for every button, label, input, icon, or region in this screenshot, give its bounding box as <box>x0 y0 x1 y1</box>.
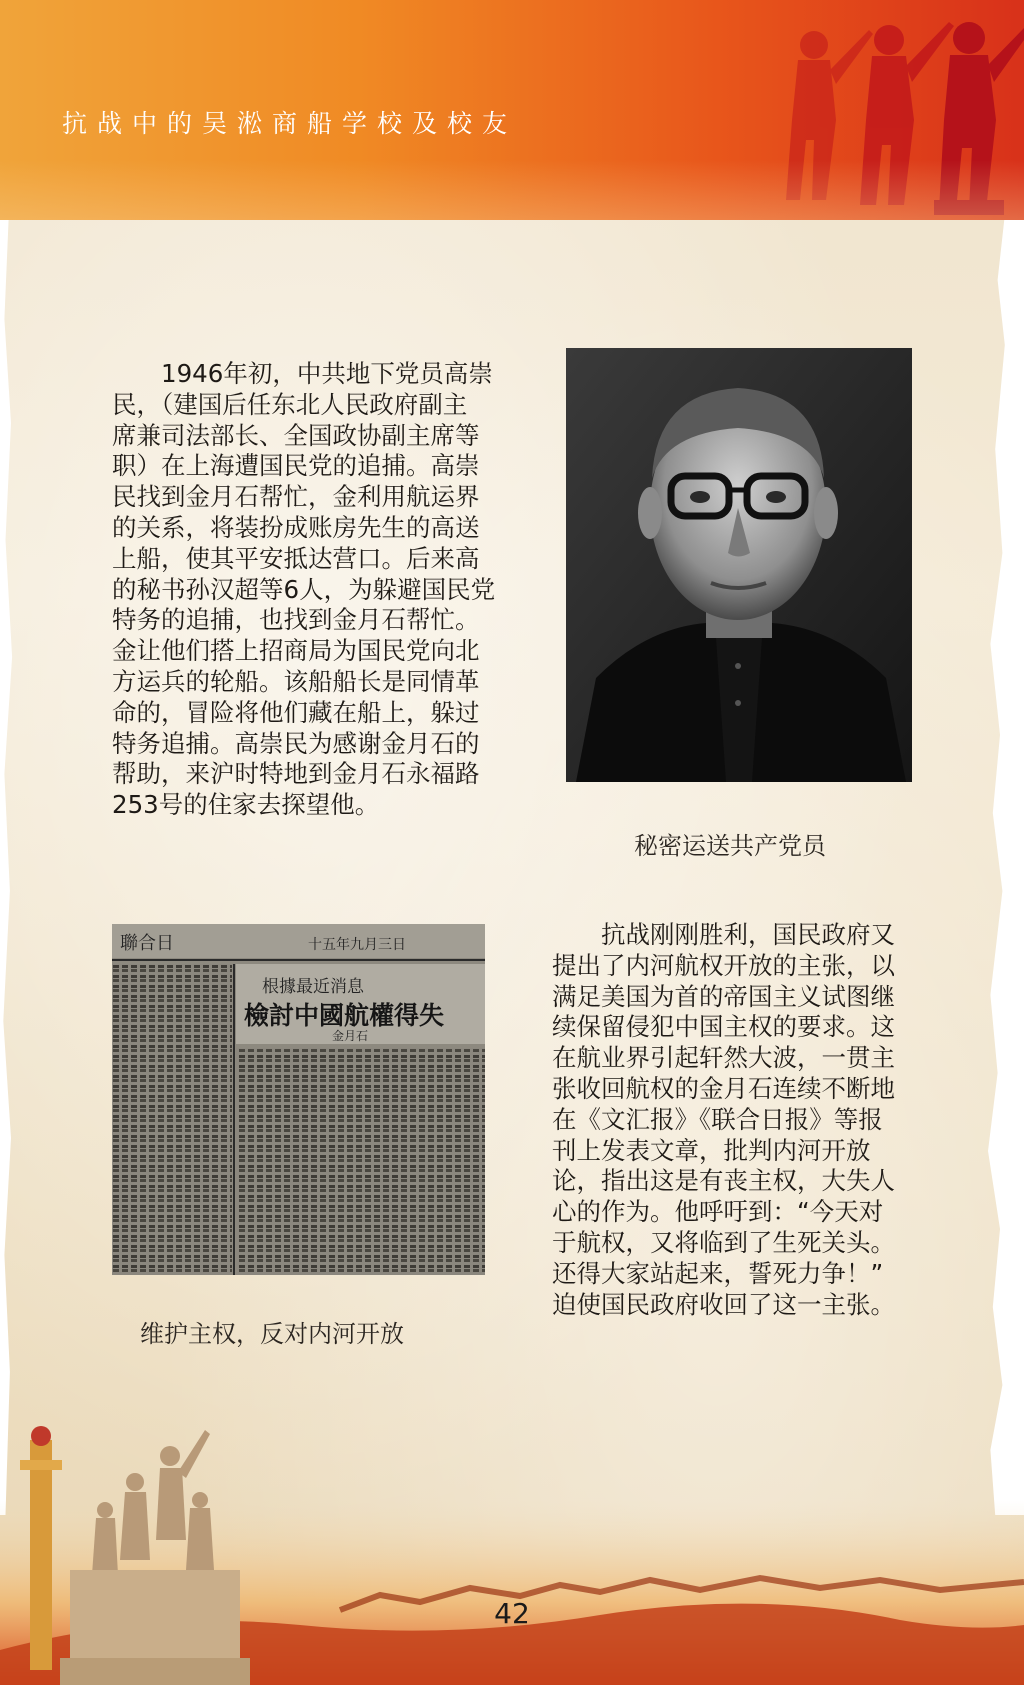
newspaper-kicker: 根據最近消息 <box>262 977 364 997</box>
page-number: 42 <box>494 1597 530 1630</box>
soldier-silhouettes-icon <box>694 0 1024 220</box>
newspaper-image-icon <box>112 924 485 1275</box>
paragraph-rescue-story: 1946年初，中共地下党员高崇 民，（建国后任东北人民政府副主 席兼司法部长、全国政协副主席等 职）在上海遭国民党的追捕。高崇 民找到金月石帮忙，金利用航运界 的关系，将装扮成账房先生的高送 上船，使其平安抵达营口。后来高 的秘书孙汉超等6人，为躲避国民党 特务的追捕，也找到金月石帮忙。 金让他们搭上招商局为国民党向北 方运兵的轮船。该船船长是同情革 命的，冒险将他们藏在船上，躲过 特务追捕。高崇民为感谢金月石的 帮助，来沪时特地到金月石永福路 253号的住家去探望他。 <box>112 359 496 820</box>
newspaper-headline: 檢討中國航權得失 <box>244 1001 445 1030</box>
portrait-photo <box>566 348 912 782</box>
torn-edge-right <box>976 215 1024 1515</box>
newspaper-clipping <box>112 924 485 1275</box>
paragraph-navigation-rights: 抗战刚刚胜利，国民政府又 提出了内河航权开放的主张，以 满足美国为首的帝国主义试图继 续保留侵犯中国主权的要求。这 在航业界引起轩然大波，一贯主 张收回航权的金月石连续不断地 在《文汇报》《联合日报》等报 刊上发表文章，批判内河开放 论，指出这是有丧主权，大失人 心的作为。他呼吁到：“今天对 于航权，又将临到了生死关头。 还得大家站起来，誓死力争！” 迫使国民政府收回了这一主张。 <box>552 920 895 1319</box>
torn-edge-left <box>0 215 22 1515</box>
newspaper-masthead: 聯合日 <box>120 933 174 954</box>
header-title: 抗战中的吴淞商船学校及校友 <box>62 109 518 138</box>
newspaper-caption: 维护主权，反对内河开放 <box>140 1320 404 1348</box>
portrait-caption: 秘密运送共产党员 <box>634 832 826 860</box>
portrait-man-icon <box>566 348 912 782</box>
newspaper-date: 十五年九月三日 <box>308 937 406 953</box>
newspaper-byline: 金月石 <box>332 1029 369 1043</box>
header-banner <box>0 0 1024 220</box>
great-wall-monument-decoration-icon <box>0 1420 1024 1685</box>
